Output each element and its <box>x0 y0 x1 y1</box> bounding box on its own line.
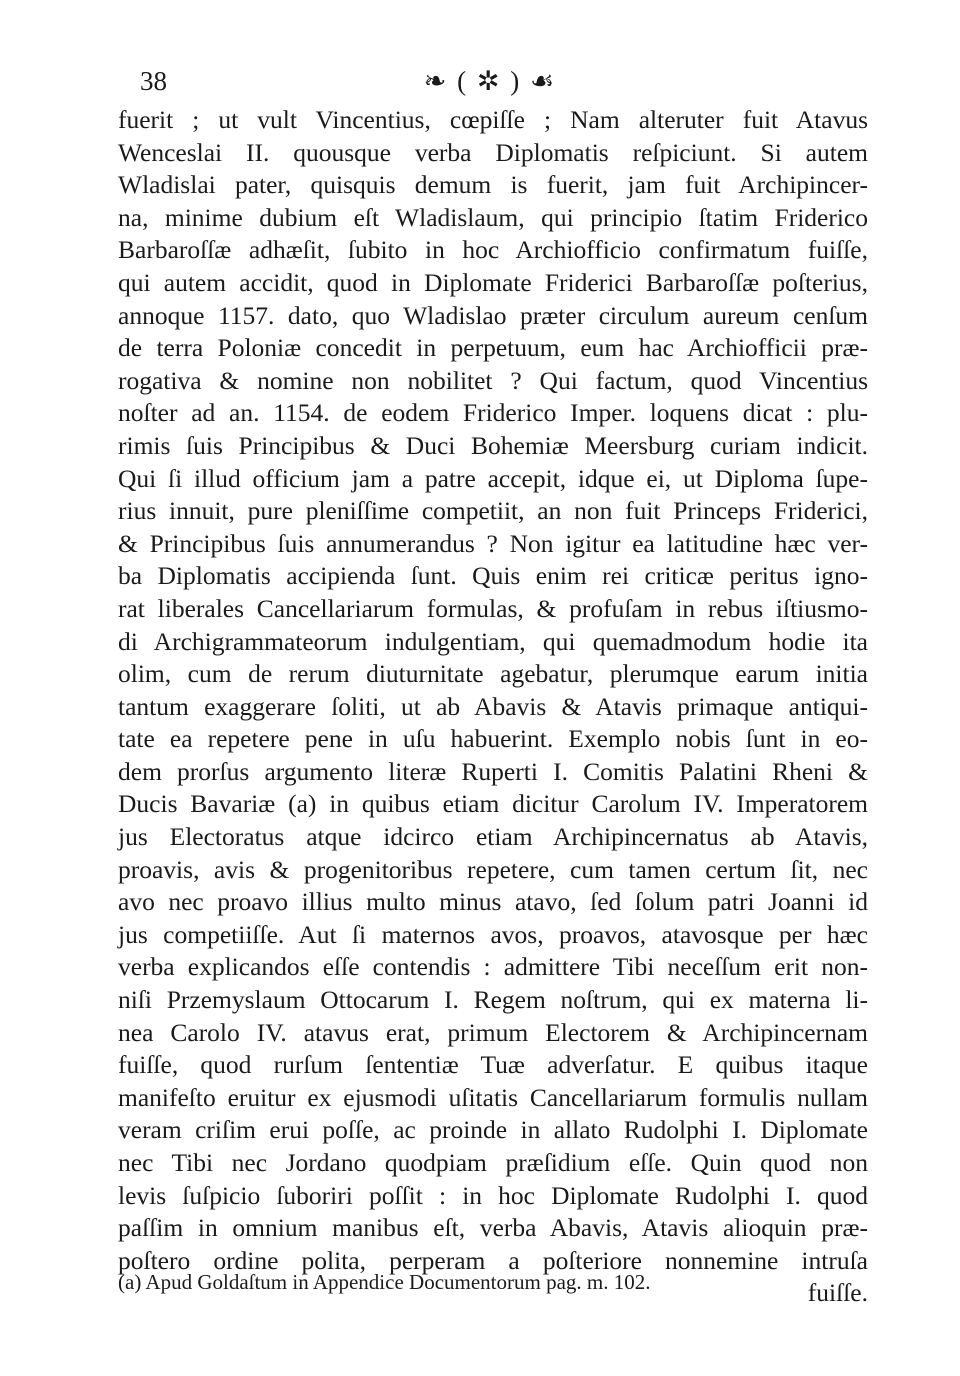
text-line: noſter ad an. 1154. de eodem Friderico Imper. loquens dicat : plu- <box>118 398 868 428</box>
text-line: nea Carolo IV. atavus erat, primum Electorem & Archipincernam <box>118 1017 868 1047</box>
text-line: dem prorſus argumento literæ Ruperti I. Comitis Palatini Rheni & <box>118 756 868 786</box>
text-line: rius innuit, pure pleniſſime competiit, an non fuit Princeps Friderici, <box>118 496 868 526</box>
text-line: avo nec proavo illius multo minus atavo, ſed ſolum patri Joanni id <box>118 887 868 917</box>
text-line: & Principibus ſuis annumerandus ? Non igitur ea latitudine hæc ver- <box>118 528 868 558</box>
text-line: Wenceslai II. quousque verba Diplomatis reſpiciunt. Si autem <box>118 137 868 167</box>
text-line: tantum exaggerare ſoliti, ut ab Abavis & Atavis primaque antiqui- <box>118 691 868 721</box>
body-text <box>118 104 868 1310</box>
text-line: rogativa & nomine non nobilitet ? Qui factum, quod Vincentius <box>118 365 868 395</box>
text-line: fuerit ; ut vult Vincentius, cœpiſſe ; Nam alteruter fuit Atavus <box>118 105 868 134</box>
text-line: Barbaroſſæ adhæſit, ſubito in hoc Archiofficio confirmatum fuiſſe, <box>118 235 868 265</box>
text-line: qui autem accidit, quod in Diplomate Friderici Barbaroſſæ poſterius, <box>118 267 868 297</box>
text-line: proavis, avis & progenitoribus repetere, cum tamen certum ſit, nec <box>118 854 868 884</box>
text-line: na, minime dubium eſt Wladislaum, qui principio ſtatim Friderico <box>118 202 868 232</box>
text-line: paſſim in omnium manibus eſt, verba Abavis, Atavis alioquin præ- <box>118 1213 868 1243</box>
text-line: tate ea repetere pene in uſu habuerint. Exemplo nobis ſunt in eo- <box>118 724 868 754</box>
page-header <box>120 66 860 106</box>
text-line: Qui ſi illud officium jam a patre accepit, idque ei, ut Diploma ſupe- <box>118 463 868 493</box>
text-line: ba Diplomatis accipienda ſunt. Quis enim rei criticæ peritus igno- <box>118 561 868 591</box>
text-line: fuiſſe, quod rurſum ſententiæ Tuæ adverſatur. E quibus itaque <box>118 1050 868 1080</box>
text-line: manifeſto eruitur ex ejusmodi uſitatis Cancellariarum formulis nullam <box>118 1082 868 1112</box>
text-line: Wladislai pater, quisquis demum is fuerit, jam fuit Archipincer- <box>118 170 868 200</box>
text-line: rat liberales Cancellariarum formulas, & profuſam in rebus iſtiusmo- <box>118 593 868 623</box>
text-line: veram criſim erui poſſe, ac proinde in allato Rudolphi I. Diplomate <box>118 1115 868 1145</box>
page-number: 38 <box>140 66 167 96</box>
text-line: Ducis Bavariæ (a) in quibus etiam dicitur Carolum IV. Imperatorem <box>118 789 868 819</box>
text-line: niſi Przemyslaum Ottocarum I. Regem noſtrum, qui ex materna li- <box>118 985 868 1015</box>
text-line: di Archigrammateorum indulgentiam, qui quemadmodum hodie ita <box>118 626 868 656</box>
text-line: olim, cum de rerum diuturnitate agebatur, plerumque earum initia <box>118 659 868 689</box>
text-line: nec Tibi nec Jordano quodpiam præſidium eſſe. Quin quod non <box>118 1148 868 1177</box>
text-line: de terra Poloniæ concedit in perpetuum, eum hac Archiofficii præ- <box>118 333 868 363</box>
text-line: rimis ſuis Principibus & Duci Bohemiæ Meersburg curiam indicit. <box>118 430 868 460</box>
text-line: levis ſuſpicio ſuboriri poſſit : in hoc Diplomate Rudolphi I. quod <box>118 1180 868 1210</box>
text-line: poſtero ordine polita, perperam a poſteriore nonnemine intruſa <box>118 1245 868 1275</box>
text-line: annoque 1157. dato, quo Wladislao præter circulum aureum cenſum <box>118 300 868 330</box>
text-line: fuiſſe. <box>807 1278 868 1308</box>
text-line: verba explicandos eſſe contendis : admittere Tibi neceſſum erit non- <box>118 952 868 982</box>
text-line: jus competiiſſe. Aut ſi maternos avos, proavos, atavosque per hæc <box>118 919 868 949</box>
header-ornament: ❧ ( ✲ ) ☙ <box>423 66 557 96</box>
footnote: (a) Apud Goldaſtum in Appendice Documentorum pag. m. 102. <box>118 1270 651 1294</box>
text-line: jus Electoratus atque idcirco etiam Archipincernatus ab Atavis, <box>118 822 868 852</box>
